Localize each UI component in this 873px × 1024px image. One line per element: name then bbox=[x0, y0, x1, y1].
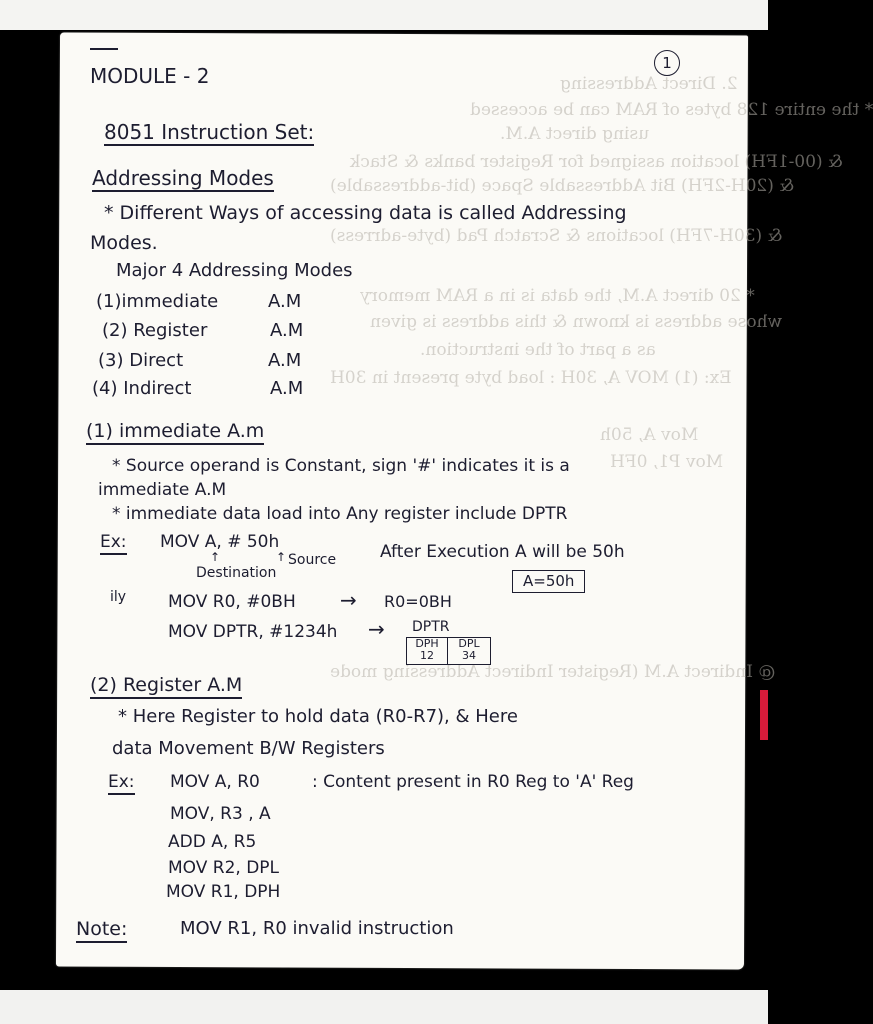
bleed-line: Mov P1, 0FH bbox=[610, 452, 724, 472]
immediate-line-2-result: R0=0BH bbox=[384, 592, 452, 611]
register-code-line: MOV R1, DPH bbox=[166, 882, 281, 902]
mode-name: Register bbox=[133, 320, 208, 341]
dptr-label: DPTR bbox=[412, 619, 450, 635]
subject-title: 8051 Instruction Set: bbox=[104, 120, 315, 144]
bleed-line: * 20 direct A.M, the data is in a RAM memory bbox=[360, 286, 755, 306]
arrow-right-icon: → bbox=[340, 588, 357, 612]
register-ex-label: Ex: bbox=[108, 774, 135, 795]
bleed-line: @ Indirect A.M (Register Indirect Addressing mode bbox=[330, 662, 776, 682]
definition-line-1: * Different Ways of accessing data is called Addressing bbox=[104, 202, 627, 224]
bleed-line: using direct A.M. bbox=[500, 124, 650, 144]
bleed-line: Mov A, 50h bbox=[600, 425, 699, 445]
module-title: MODULE - 2 bbox=[90, 64, 210, 88]
immediate-line-2-code: MOV R0, #0BH bbox=[168, 592, 296, 612]
ily-label: ily bbox=[110, 589, 127, 605]
top-dash bbox=[90, 48, 118, 50]
immediate-note-1b: immediate A.M bbox=[98, 480, 227, 500]
mode-abbr: A.M bbox=[268, 350, 302, 371]
bottom-margin-band bbox=[0, 990, 768, 1024]
arrow-up-icon: ↑ bbox=[276, 550, 287, 564]
page-number: 1 bbox=[654, 50, 680, 76]
bleed-line: & (30H-7FH) locations & Scratch Pad (byte-adrress) bbox=[330, 226, 783, 246]
mode-item-immediate bbox=[96, 293, 218, 311]
dph-cell bbox=[406, 637, 448, 665]
red-edge-mark bbox=[760, 690, 768, 740]
immediate-ex-label: Ex: bbox=[100, 534, 127, 555]
bleed-line: * the entire 128 bytes of RAM can be accessed bbox=[470, 100, 873, 120]
bleed-line: Ex: (1) MOV A, 30H : load byte present in 30H bbox=[330, 368, 732, 388]
immediate-ex-code: MOV A, # 50h bbox=[160, 532, 280, 552]
register-note-a: * Here Register to hold data (R0-R7), & Here bbox=[118, 706, 518, 727]
mode-item-direct bbox=[98, 352, 183, 370]
register-ex-1-comment: : Content present in R0 Reg to 'A' Reg bbox=[312, 772, 634, 792]
result-box: A=50h bbox=[512, 570, 585, 593]
dph-label: DPH bbox=[415, 637, 439, 650]
arrow-right-icon: → bbox=[368, 617, 385, 641]
definition-line-2: Modes. bbox=[90, 232, 158, 254]
mode-item-register bbox=[102, 322, 207, 340]
note-label: Note: bbox=[76, 920, 127, 943]
mode-abbr: A.M bbox=[268, 291, 302, 312]
mode-abbr: A.M bbox=[270, 320, 304, 341]
bleed-line: as a part of the instruction. bbox=[420, 340, 656, 360]
immediate-ex-description: After Execution A will be 50h bbox=[380, 542, 625, 562]
register-code-line: MOV R2, DPL bbox=[168, 858, 280, 878]
addressing-modes-heading: Addressing Modes bbox=[92, 166, 274, 190]
mode-name: immediate bbox=[121, 291, 219, 312]
register-heading: (2) Register A.M bbox=[90, 676, 242, 699]
bleed-line: & (20H-2FH) Bit Addressable Space (bit-addressable) bbox=[330, 176, 795, 196]
source-label: Source bbox=[288, 552, 337, 568]
mode-number: (2) bbox=[102, 320, 128, 341]
immediate-heading: (1) immediate A.m bbox=[86, 422, 264, 445]
dpl-cell bbox=[447, 637, 491, 665]
dpl-value: 34 bbox=[462, 649, 476, 662]
note-text: MOV R1, R0 invalid instruction bbox=[180, 918, 454, 939]
dph-value: 12 bbox=[420, 649, 434, 662]
destination-label: Destination bbox=[196, 565, 277, 581]
major-modes-heading: Major 4 Addressing Modes bbox=[116, 260, 353, 281]
immediate-line-3-code: MOV DPTR, #1234h bbox=[168, 622, 338, 642]
register-code-line: MOV, R3 , A bbox=[170, 804, 271, 824]
register-ex-1-code: MOV A, R0 bbox=[170, 772, 260, 792]
mode-item-indirect bbox=[92, 380, 191, 398]
register-code-line: ADD A, R5 bbox=[168, 832, 257, 852]
mode-name: Indirect bbox=[123, 378, 192, 399]
top-margin-band bbox=[0, 0, 768, 30]
immediate-note-1a: * Source operand is Constant, sign '#' indicates it is a bbox=[112, 456, 570, 476]
mode-number: (1) bbox=[96, 291, 122, 312]
dpl-label: DPL bbox=[458, 637, 480, 650]
bleed-line: 2. Direct Addressing bbox=[560, 74, 738, 94]
bleed-line: & (00-1FH) location assigned for Register banks & Stack bbox=[350, 152, 844, 172]
mode-abbr: A.M bbox=[270, 378, 304, 399]
mode-name: Direct bbox=[129, 350, 184, 371]
mode-number: (4) bbox=[92, 378, 118, 399]
register-note-b: data Movement B/W Registers bbox=[112, 738, 385, 759]
immediate-note-2: * immediate data load into Any register include DPTR bbox=[112, 504, 568, 524]
mode-number: (3) bbox=[98, 350, 124, 371]
arrow-up-icon: ↑ bbox=[210, 550, 221, 564]
bleed-line: whose address is known & this address is given bbox=[370, 312, 783, 332]
